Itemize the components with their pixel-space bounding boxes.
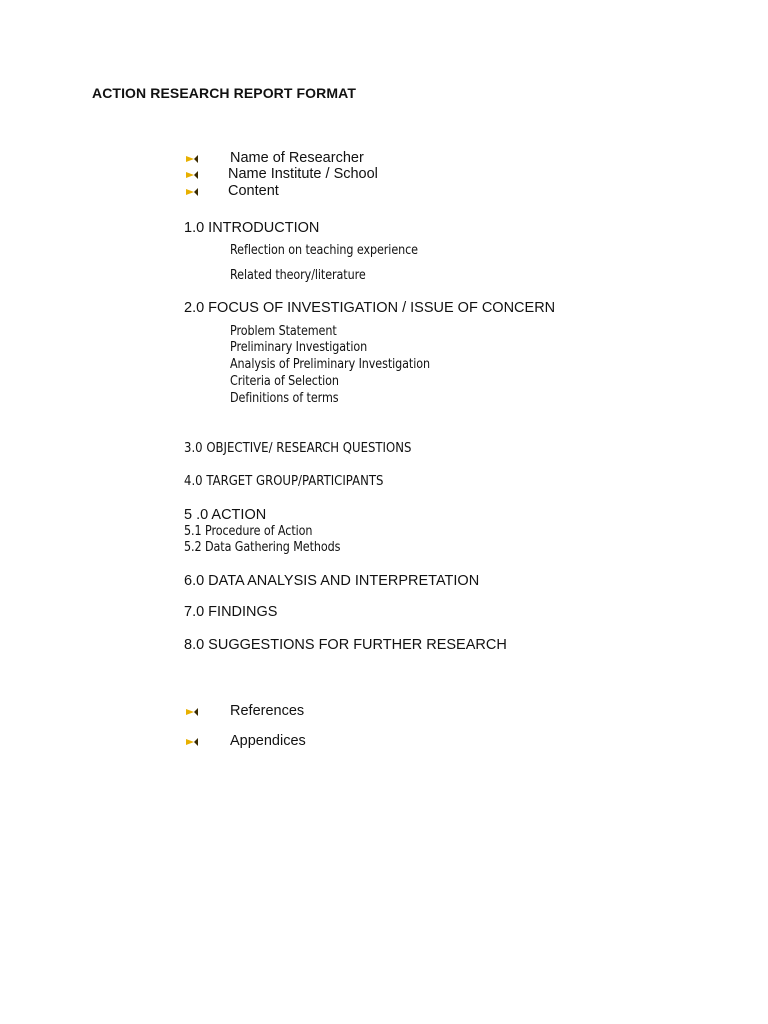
document-title: ACTION RESEARCH REPORT FORMAT bbox=[92, 85, 356, 101]
section-7-heading: 7.0 FINDINGS bbox=[184, 604, 278, 620]
section-5-heading: 5 .0 ACTION bbox=[184, 507, 267, 523]
section-2-item: Analysis of Preliminary Investigation bbox=[230, 357, 431, 372]
arrow-bullet-icon bbox=[186, 708, 198, 716]
section-8-heading: 8.0 SUGGESTIONS FOR FURTHER RESEARCH bbox=[184, 637, 507, 653]
section-1-item: Reflection on teaching experience bbox=[230, 243, 418, 258]
section-1-heading: 1.0 INTRODUCTION bbox=[184, 220, 320, 236]
bullet-content: Content bbox=[228, 183, 279, 199]
section-3-heading: 3.0 OBJECTIVE/ RESEARCH QUESTIONS bbox=[184, 441, 412, 456]
section-2-item: Preliminary Investigation bbox=[230, 340, 368, 355]
section-4-heading: 4.0 TARGET GROUP/PARTICIPANTS bbox=[184, 474, 384, 489]
section-1-item: Related theory/literature bbox=[230, 268, 366, 283]
section-6-heading: 6.0 DATA ANALYSIS AND INTERPRETATION bbox=[184, 573, 480, 589]
arrow-bullet-icon bbox=[186, 155, 198, 163]
section-2-item: Definitions of terms bbox=[230, 391, 339, 406]
arrow-bullet-icon bbox=[186, 188, 198, 196]
section-2-heading: 2.0 FOCUS OF INVESTIGATION / ISSUE OF CONCERN bbox=[184, 300, 556, 316]
arrow-bullet-icon bbox=[186, 738, 198, 746]
section-5-item: 5.2 Data Gathering Methods bbox=[184, 540, 341, 555]
section-2-item: Criteria of Selection bbox=[230, 374, 339, 389]
bullet-researcher: Name of Researcher bbox=[230, 150, 364, 166]
bullet-references: References bbox=[230, 703, 305, 719]
arrow-bullet-icon bbox=[186, 171, 198, 179]
section-5-item: 5.1 Procedure of Action bbox=[184, 524, 313, 539]
bullet-institute: Name Institute / School bbox=[228, 166, 378, 182]
bullet-appendices: Appendices bbox=[230, 733, 306, 749]
section-2-item: Problem Statement bbox=[230, 324, 337, 339]
